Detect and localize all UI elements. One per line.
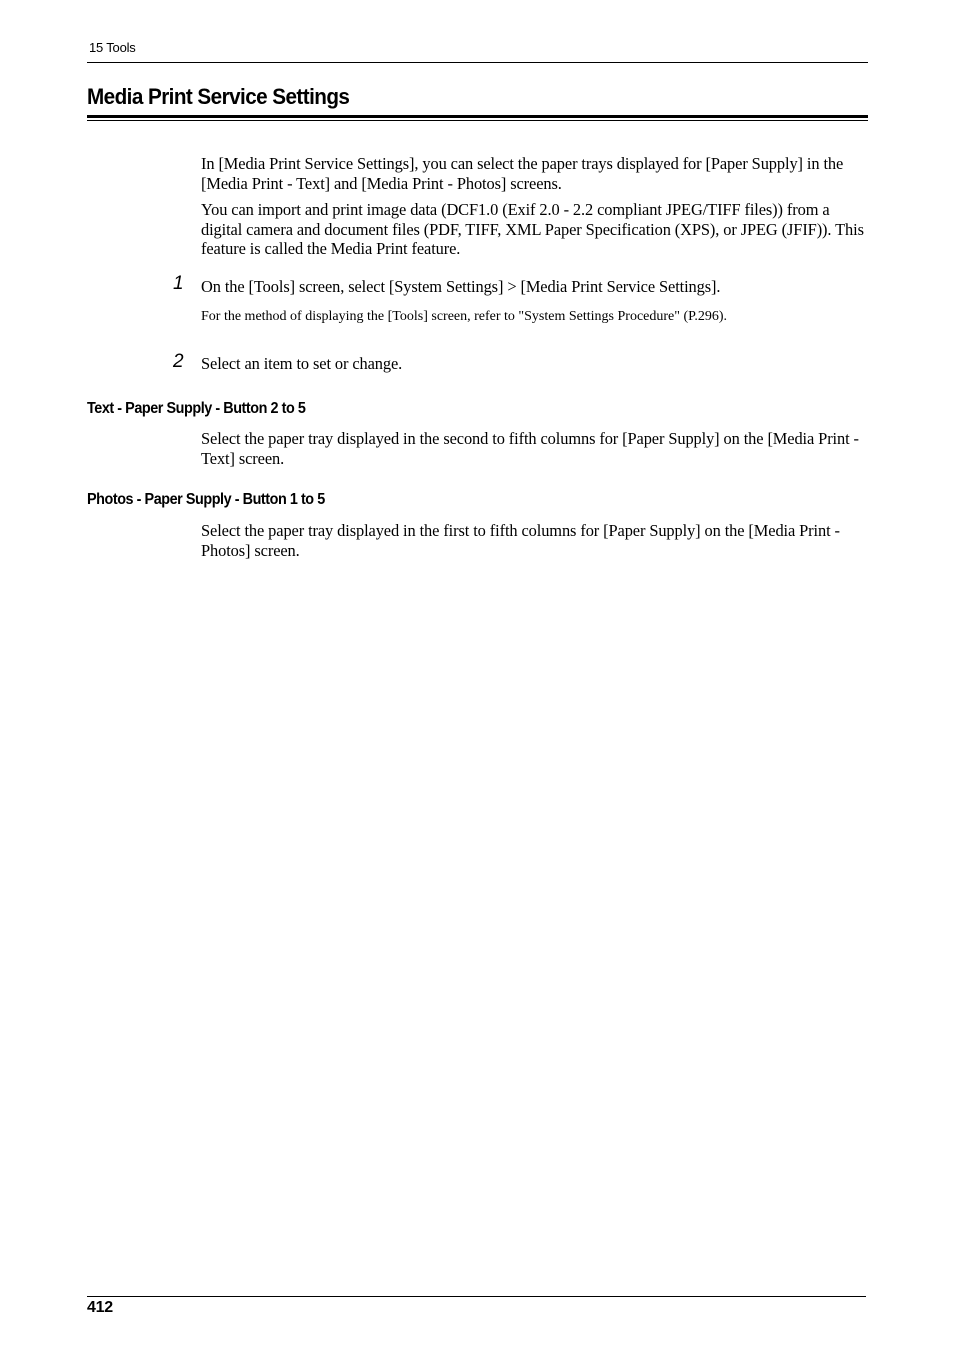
- footer-rule: [87, 1296, 866, 1297]
- step-text-1: On the [Tools] screen, select [System Settings] > [Media Print Service Settings].: [201, 277, 721, 296]
- running-head: 15 Tools: [89, 40, 136, 55]
- intro-paragraph-1: In [Media Print Service Settings], you can select the paper trays displayed for [Paper Supply] in the [Media Print - Text] and [Media Print - Photos] screens.: [201, 154, 844, 193]
- section-heading-text-paper-supply: Text - Paper Supply - Button 2 to 5: [87, 400, 306, 417]
- step-text-2: Select an item to set or change.: [201, 354, 403, 373]
- step-number-2: 2: [173, 351, 184, 372]
- section-heading-photos-paper-supply: Photos - Paper Supply - Button 1 to 5: [87, 491, 325, 508]
- page-number: 412: [87, 1299, 113, 1316]
- step-number-1: 1: [173, 273, 184, 294]
- section-text-photos-paper-supply: Select the paper tray displayed in the first to fifth columns for [Paper Supply] on the [Media Print - Photos] screen.: [201, 521, 840, 560]
- title-rule: [87, 115, 868, 118]
- intro-paragraph-2: You can import and print image data (DCF1.0 (Exif 2.0 - 2.2 compliant JPEG/TIFF files)) from a digital camera and document files (PDF, TIFF, XML Paper Specification (XPS), or JPEG (JFIF)). This feature is called the Media Print feature.: [201, 200, 864, 258]
- page-title: Media Print Service Settings: [87, 84, 350, 109]
- title-rule-thin: [87, 120, 868, 121]
- section-text-text-paper-supply: Select the paper tray displayed in the second to fifth columns for [Paper Supply] on the [Media Print - Text] screen.: [201, 429, 859, 468]
- header-rule: [87, 62, 868, 63]
- step-note-1: For the method of displaying the [Tools] screen, refer to "System Settings Procedure" (P.296).: [201, 309, 728, 324]
